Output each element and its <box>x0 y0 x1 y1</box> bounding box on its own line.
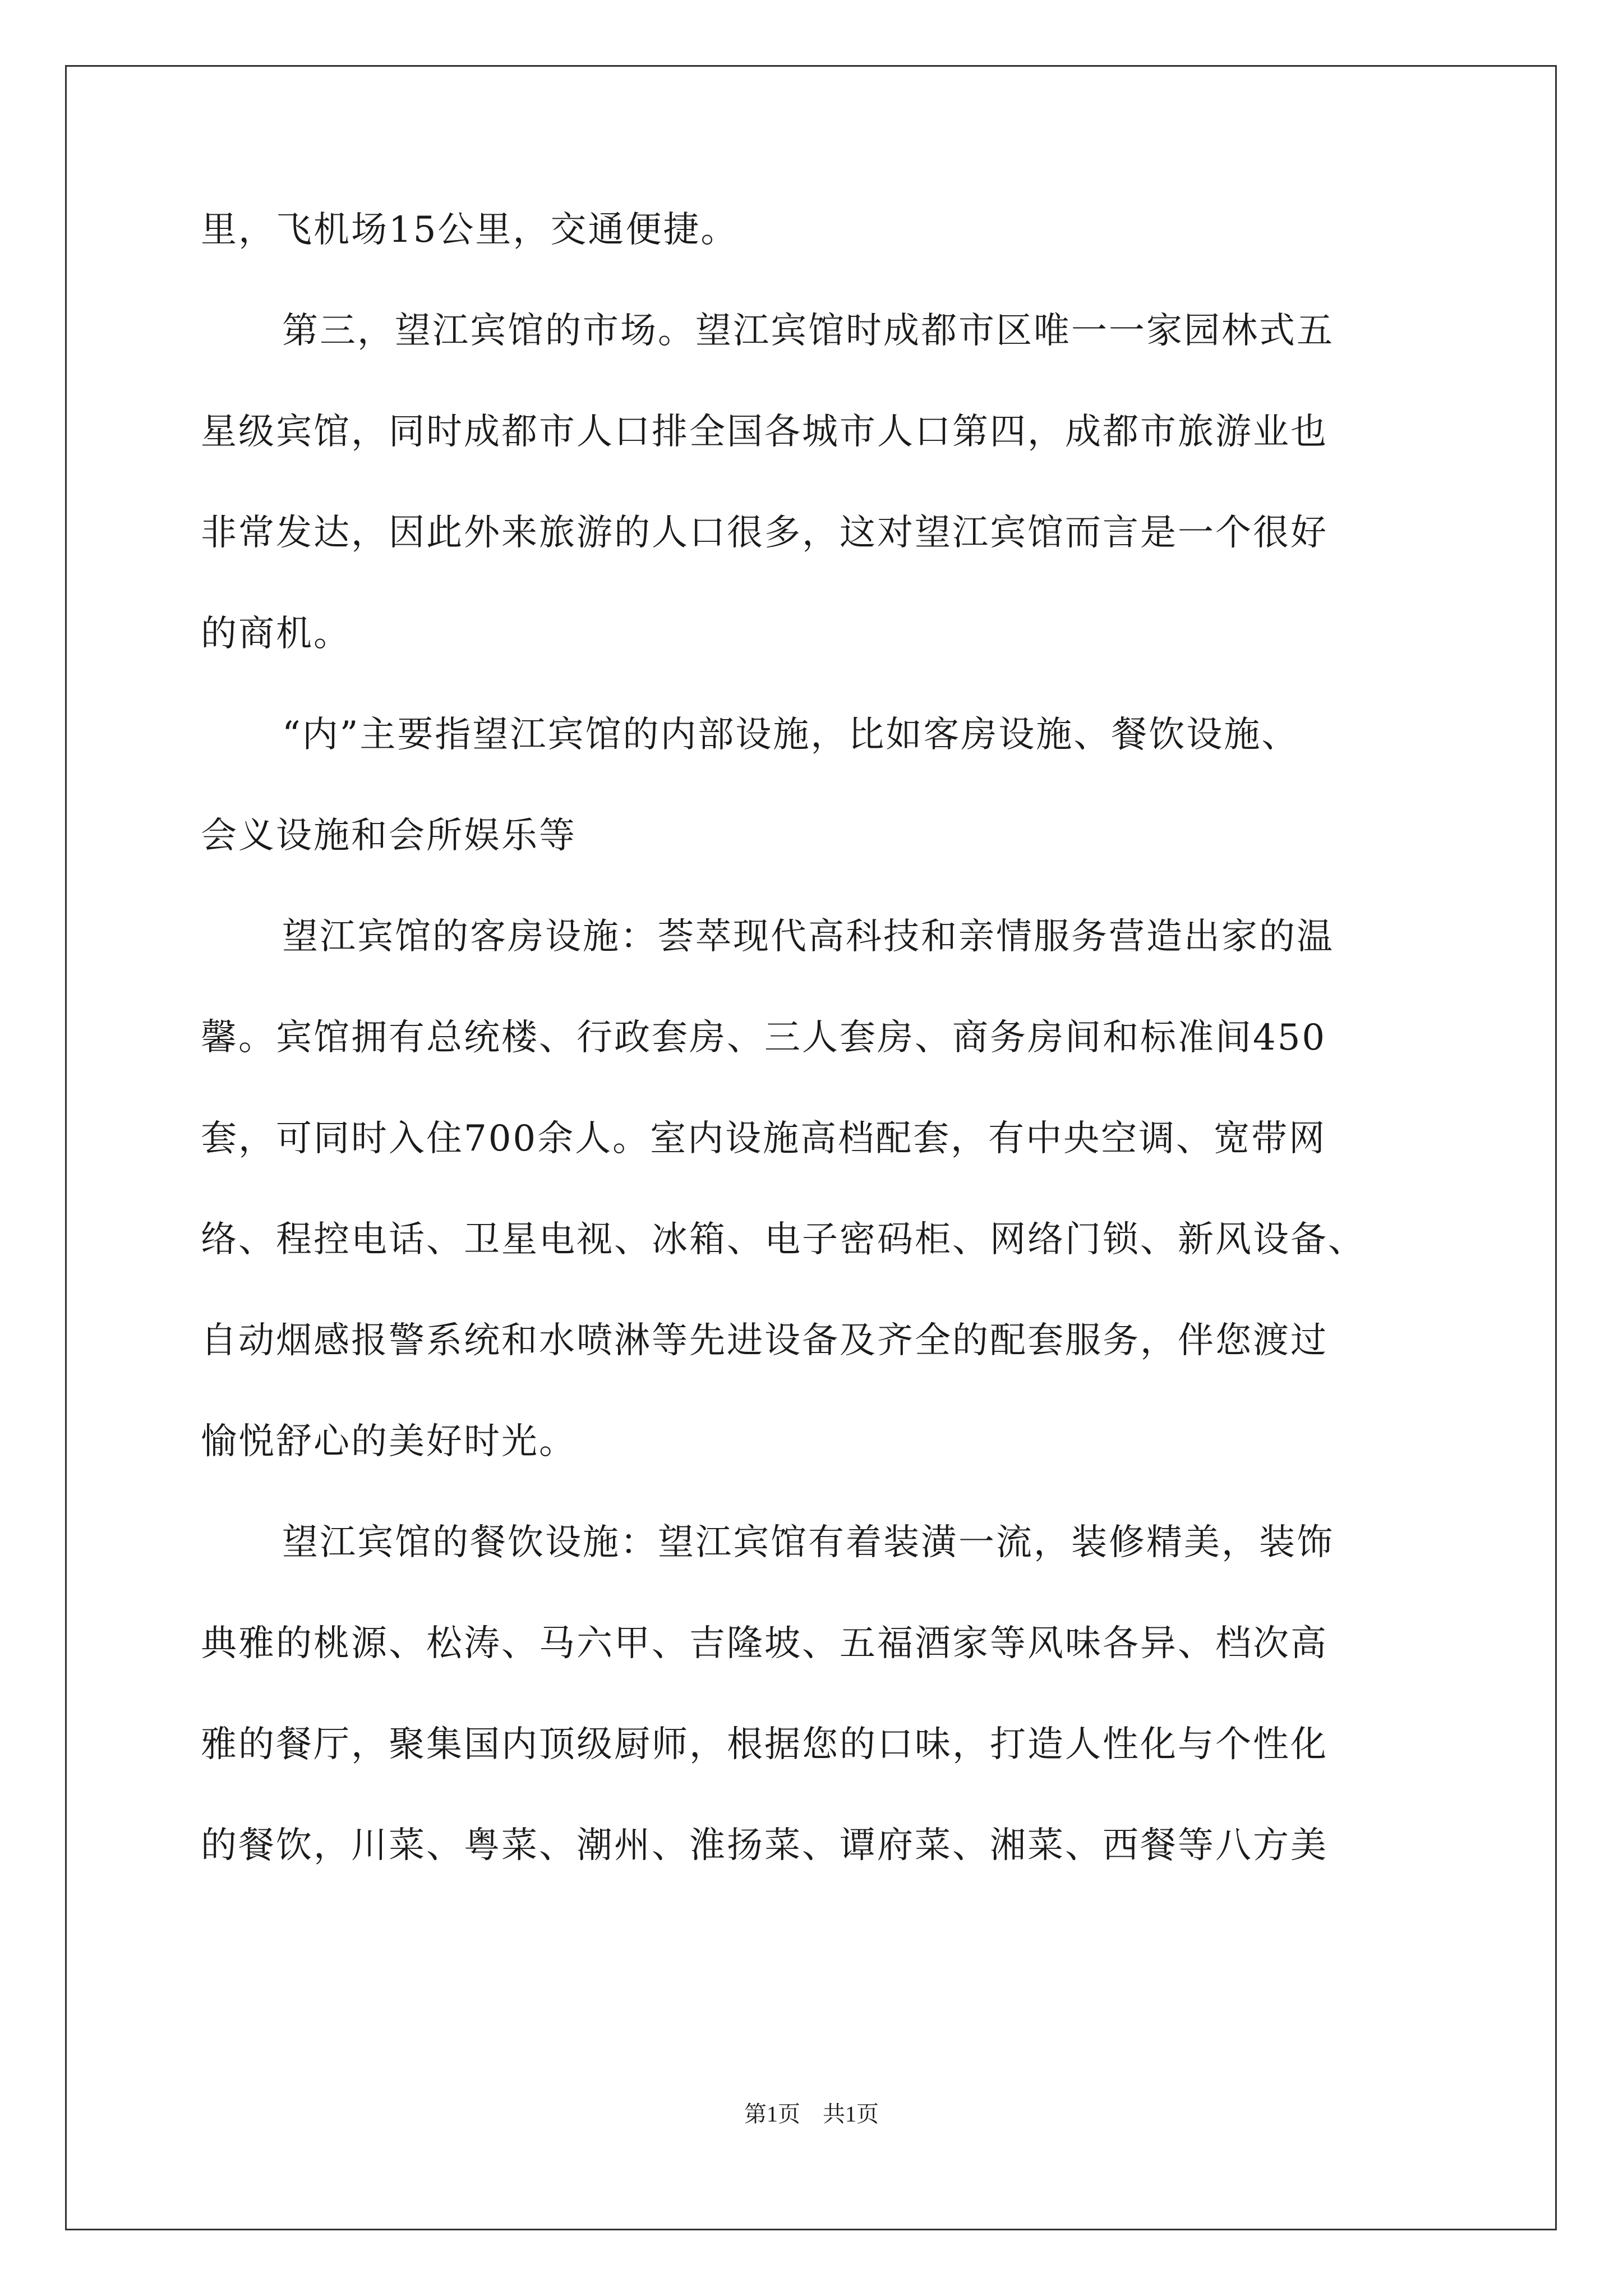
text-line: 非常发达，因此外来旅游的人口很多，这对望江宾馆而言是一个很好 <box>201 512 1328 554</box>
text-line: 的餐饮，川菜、粤菜、潮州、淮扬菜、谭府菜、湘菜、西餐等八方美 <box>201 1825 1328 1866</box>
text-line: 雅的餐厅，聚集国内顶级厨师，根据您的口味，打造人性化与个性化 <box>201 1724 1328 1765</box>
page-footer <box>0 2101 1623 2128</box>
text-line: 馨。宾馆拥有总统楼、行政套房、三人套房、商务房间和标准间450 <box>201 1017 1327 1059</box>
text-line: 的商机。 <box>201 613 351 655</box>
text-line: 会义设施和会所娱乐等 <box>201 815 577 857</box>
text-line: 里，飞机场15公里，交通便捷。 <box>201 209 739 251</box>
text-line: 星级宾馆，同时成都市人口排全国各城市人口第四，成都市旅游业也 <box>201 411 1328 453</box>
text-line: 络、程控电话、卫星电视、冰箱、电子密码柜、网络门锁、新风设备、 <box>201 1219 1366 1260</box>
paragraph-first-line: 第三，望江宾馆的市场。望江宾馆时成都市区唯一一家园林式五 <box>282 310 1334 352</box>
page-total: 共1页 <box>823 2101 879 2127</box>
text-line: 自动烟感报警系统和水喷淋等先进设备及齐全的配套服务，伴您渡过 <box>201 1320 1328 1361</box>
paragraph-first-line: 望江宾馆的客房设施：荟萃现代高科技和亲情服务营造出家的温 <box>282 916 1334 958</box>
page-number: 第1页 <box>744 2101 800 2127</box>
paragraph-first-line: “内”主要指望江宾馆的内部设施，比如客房设施、餐饮设施、 <box>282 714 1299 756</box>
text-line: 愉悦舒心的美好时光。 <box>201 1421 577 1462</box>
text-line: 套，可同时入住700余人。室内设施高档配套，有中央空调、宽带网 <box>201 1118 1327 1159</box>
paragraph-first-line: 望江宾馆的餐饮设施：望江宾馆有着装潢一流，装修精美，装饰 <box>282 1522 1334 1563</box>
text-line: 典雅的桃源、松涛、马六甲、吉隆坡、五福酒家等风味各异、档次高 <box>201 1623 1328 1664</box>
